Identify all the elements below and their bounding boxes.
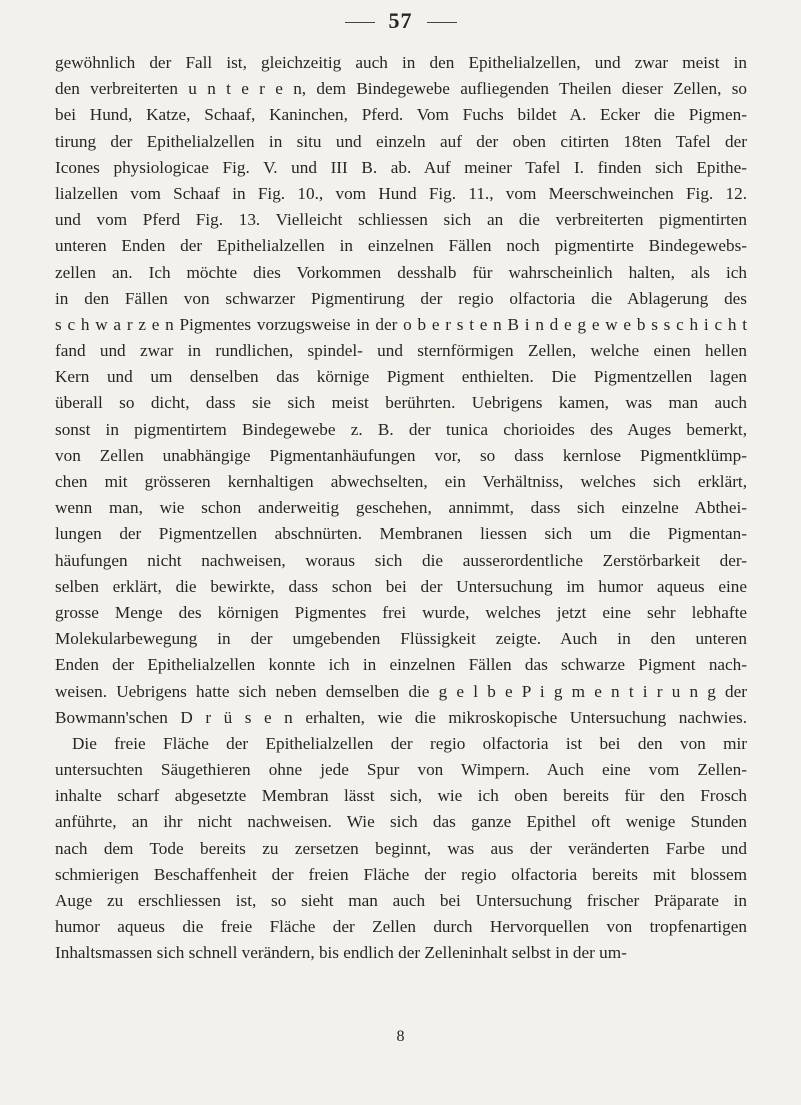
text-line: gewöhnlich der Fall ist, gleichzeitig auch in den Epithelialzellen, und zwar meist in [55, 53, 747, 72]
text-line: Kern und um denselben das körnige Pigment enthielten. Die Pigmentzellen lagen [55, 367, 747, 387]
text-line: humor aqueus die freie Fläche der Zellen durch Hervorquellen von tropfenartigen [55, 917, 747, 937]
text-line: Inhaltsmassen sich schnell verändern, bis endlich der Zelleninhalt selbst in der um- [55, 943, 627, 963]
text-line: Die freie Fläche der Epithelialzellen der regio olfactoria ist bei den von mir [72, 733, 747, 753]
text-line: anführte, an ihr nicht nachweisen. Wie sich das ganze Epithel oft wenige Stunden [55, 812, 747, 832]
text-line: selben erklärt, die bewirkte, dass schon bei der Untersuchung im humor aqueus eine [55, 576, 747, 596]
text-line: fand und zwar in rundlichen, spindel- und sternförmigen Zellen, welche einen hellen [55, 341, 747, 361]
text-line: nach dem Tode bereits zu zersetzen beginnt, was aus der veränderten Farbe und [55, 838, 747, 858]
page-header [0, 8, 801, 34]
text-line: zellen an. Ich möchte dies Vorkommen desshalb für wahrscheinlich halten, als ich [55, 262, 747, 282]
text-line: schmierigen Beschaffenheit der freien Fläche der regio olfactoria bereits mit blossem [55, 864, 747, 884]
text-line: Icones physiologicae Fig. V. und III B. ab. Auf meiner Tafel I. finden sich Epithe- [55, 157, 747, 177]
signature-mark: 8 [396, 1028, 405, 1045]
header-rule-right [427, 22, 457, 23]
text-line: überall so dicht, dass sie sich meist berührten. Uebrigens kamen, was man auch [55, 393, 747, 413]
text-line: in den Fällen von schwarzer Pigmentirung der regio olfactoria die Ablagerung des [55, 288, 747, 308]
text-line: sonst in pigmentirtem Bindegewebe z. B. der tunica chorioides des Auges bemerkt, [55, 419, 747, 439]
text-line: inhalte scharf abgesetzte Membran lässt sich, wie ich oben bereits für den Frosch [55, 786, 747, 806]
text-line: bei Hund, Katze, Schaaf, Kaninchen, Pferd. Vom Fuchs bildet A. Ecker die Pigmen- [55, 105, 747, 125]
text-line: den verbreiterten u n t e r e n, dem Bindegewebe aufliegenden Theilen dieser Zellen, so [55, 79, 747, 99]
text-line: von Zellen unabhängige Pigmentanhäufungen vor, so dass kernlose Pigmentklümp- [55, 445, 747, 465]
text-line: wenn man, wie schon anderweitig geschehen, annimmt, dass sich einzelne Abthei- [55, 498, 747, 518]
text-line: Molekularbewegung in der umgebenden Flüssigkeit zeigte. Auch in den unteren [55, 629, 747, 649]
header-rule-left [345, 22, 375, 23]
text-line: lungen der Pigmentzellen abschnürten. Membranen liessen sich um die Pigmentan- [55, 524, 747, 544]
text-line: grosse Menge des körnigen Pigmentes frei wurde, welches jetzt eine sehr lebhafte [55, 602, 747, 622]
text-line: unteren Enden der Epithelialzellen in einzelnen Fällen noch pigmentirte Bindegewebs- [55, 236, 747, 256]
text-line: Auge zu erschliessen ist, so sieht man auch bei Untersuchung frischer Präparate in [55, 891, 747, 910]
text-line: chen mit grösseren kernhaltigen abwechselten, ein Verhältniss, welches sich erklärt, [55, 472, 747, 491]
text-line: Enden der Epithelialzellen konnte ich in einzelnen Fällen das schwarze Pigment nach- [55, 655, 747, 675]
page-number: 57 [388, 8, 413, 33]
text-line: s c h w a r z e n Pigmentes vorzugsweise in der o b e r s t e n B i n d e g e w e b s s c h i c h t [55, 314, 747, 334]
text-line: tirung der Epithelialzellen in situ und einzeln auf der oben citirten 18ten Tafel der [55, 131, 747, 151]
body-text [55, 50, 747, 967]
text-line: lialzellen vom Schaaf in Fig. 10., vom Hund Fig. 11., vom Meerschweinchen Fig. 12. [55, 183, 747, 203]
text-line: Bowmann'schen D r ü s e n erhalten, wie die mikroskopische Untersuchung nachwies. [55, 707, 747, 727]
text-line: und vom Pferd Fig. 13. Vielleicht schliessen sich an die verbreiterten pigmentirten [55, 210, 747, 230]
text-line: weisen. Uebrigens hatte sich neben demselben die g e l b e P i g m e n t i r u n g der [55, 681, 747, 701]
text-line: untersuchten Säugethieren ohne jede Spur von Wimpern. Auch eine vom Zellen- [55, 760, 747, 780]
text-line: häufungen nicht nachweisen, woraus sich die ausserordentliche Zerstörbarkeit der- [55, 550, 747, 570]
